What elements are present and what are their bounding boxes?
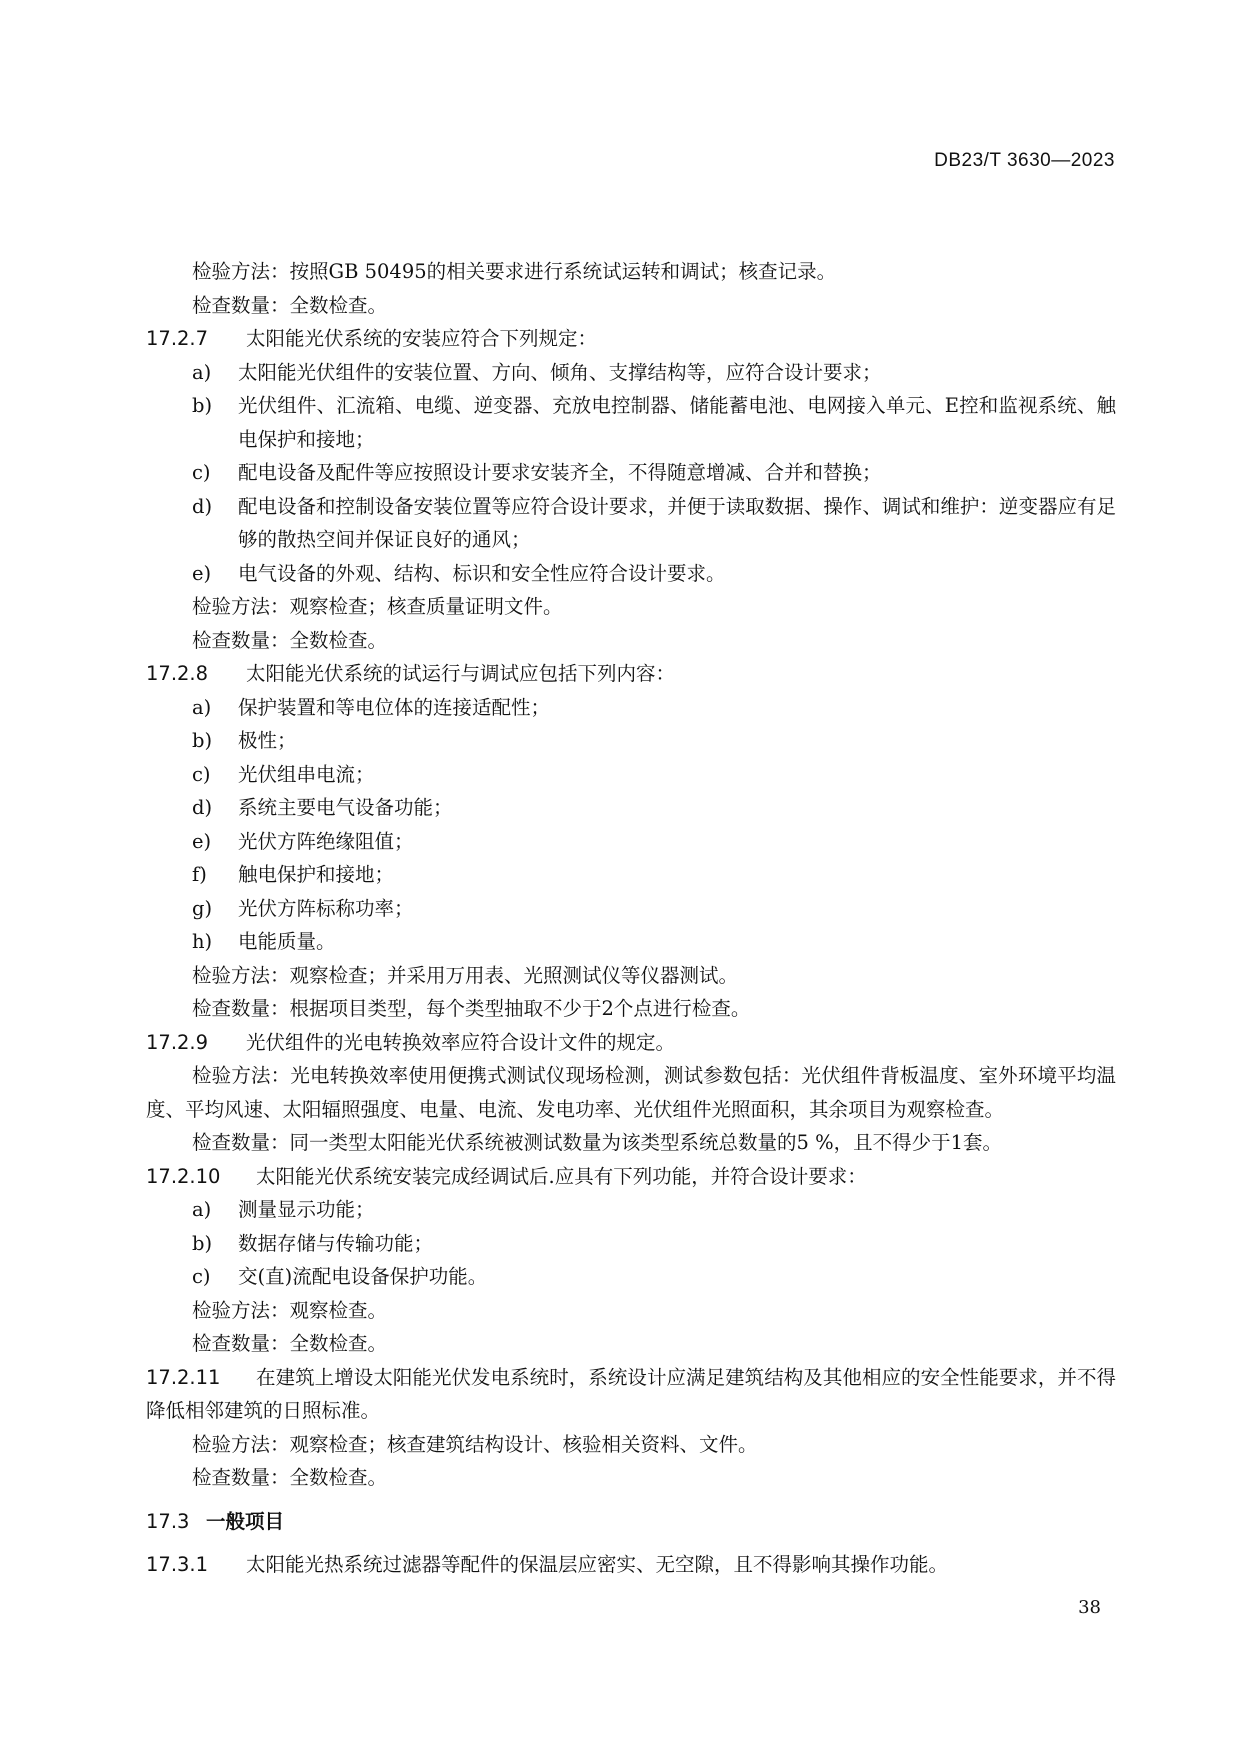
clause-17-2-7: [146, 322, 1116, 356]
inspection-quantity: 检查数量：根据项目类型，每个类型抽取不少于2个点进行检查。: [192, 997, 751, 1020]
list-item: [146, 858, 1116, 892]
list-item: [146, 825, 1116, 859]
list-marker: d): [192, 796, 213, 819]
list-text: 配电设备和控制设备安装位置等应符合设计要求，并便于读取数据、操作、调试和维护：逆变器应有足够的散热空间并保证良好的通风；: [238, 494, 1116, 551]
list-marker: d): [192, 494, 213, 518]
list-marker: e): [192, 561, 212, 585]
list-marker: c): [192, 461, 211, 484]
inspection-method: 检验方法：观察检查；核查质量证明文件。: [192, 595, 563, 618]
list-text: 太阳能光伏组件的安装位置、方向、倾角、支撑结构等，应符合设计要求；: [238, 360, 882, 384]
clause-number: 17.2.11: [146, 1365, 221, 1389]
list-item: [146, 791, 1116, 825]
section-title: 一般项目: [206, 1509, 285, 1533]
clause-17-2-10: [146, 1160, 1116, 1194]
inspection-quantity: 检查数量：全数检查。: [192, 1332, 388, 1355]
list-marker: a): [192, 695, 212, 719]
clause-text: 太阳能光伏系统安装完成经调试后.应具有下列功能，并符合设计要求：: [256, 1164, 867, 1188]
clause-text: 太阳能光伏系统的试运行与调试应包括下列内容：: [246, 662, 676, 685]
clause-text: 太阳能光热系统过滤器等配件的保温层应密实、无空隙，且不得影响其操作功能。: [246, 1553, 949, 1576]
section-number: 17.3: [146, 1509, 190, 1533]
list-item: [146, 1227, 1116, 1261]
page-number: 38: [1078, 1597, 1101, 1618]
inspection-method: 检验方法：观察检查；核查建筑结构设计、核验相关资料、文件。: [192, 1432, 758, 1456]
inspection-quantity: 检查数量：同一类型太阳能光伏系统被测试数量为该类型系统总数量的5 %，且不得少于1套。: [192, 1131, 1003, 1154]
list-text: 电能质量。: [238, 930, 336, 953]
list-marker: h): [192, 930, 213, 953]
list-item: [146, 925, 1116, 959]
list-item: [146, 490, 1116, 557]
list-marker: b): [192, 729, 213, 752]
list-marker: a): [192, 360, 212, 384]
list-item: [146, 389, 1116, 456]
list-marker: a): [192, 1198, 212, 1221]
clause-number: 17.2.8: [146, 662, 209, 685]
list-item: [146, 724, 1116, 758]
list-marker: g): [192, 896, 213, 920]
clause-text: 太阳能光伏系统的安装应符合下列规定：: [246, 327, 598, 350]
inspection-method: 检验方法：观察检查。: [192, 1298, 388, 1322]
clause-17-2-11: [146, 1361, 1116, 1428]
clause-text: 在建筑上增设太阳能光伏发电系统时，系统设计应满足建筑结构及其他相应的安全性能要求，并不得降低相邻建筑的日照标准。: [146, 1365, 1116, 1422]
clause-number: 17.2.7: [146, 327, 209, 350]
list-text: 数据存储与传输功能；: [238, 1231, 434, 1255]
standard-code: DB23/T 3630—2023: [934, 150, 1115, 171]
list-text: 系统主要电气设备功能；: [238, 796, 453, 819]
list-item: [146, 456, 1116, 490]
list-text: 光伏方阵标称功率；: [238, 896, 414, 920]
clause-text: 光伏组件的光电转换效率应符合设计文件的规定。: [246, 1030, 676, 1054]
list-text: 光伏组串电流；: [238, 762, 375, 786]
clause-number: 17.3.1: [146, 1553, 209, 1576]
list-text: 电气设备的外观、结构、标识和安全性应符合设计要求。: [238, 561, 726, 585]
list-item: [146, 1193, 1116, 1227]
section-heading: [146, 1505, 1116, 1539]
list-marker: b): [192, 1231, 213, 1255]
list-marker: c): [192, 762, 211, 786]
inspection-method: 检验方法：光电转换效率使用便携式测试仪现场检测，测试参数包括：光伏组件背板温度、室外环境平均温度、平均风速、太阳辐照强度、电量、电流、发电功率、光伏组件光照面积，其余项目为观察检查。: [146, 1064, 1116, 1121]
clause-number: 17.2.10: [146, 1164, 221, 1188]
clause-17-2-8: [146, 657, 1116, 691]
list-item: [146, 557, 1116, 591]
list-text: 配电设备及配件等应按照设计要求安装齐全，不得随意增减、合并和替换；: [238, 461, 882, 484]
document-body: [146, 255, 1116, 1582]
list-marker: e): [192, 829, 212, 853]
list-text: 交(直)流配电设备保护功能。: [238, 1265, 488, 1288]
inspection-quantity: 检查数量：全数检查。: [192, 293, 388, 317]
list-marker: b): [192, 394, 213, 417]
inspection-quantity: 检查数量：全数检查。: [192, 1466, 388, 1489]
clause-17-2-9: [146, 1026, 1116, 1060]
inspection-method: 检验方法：按照GB 50495的相关要求进行系统试运转和调试；核查记录。: [192, 260, 837, 283]
list-text: 光伏组件、汇流箱、电缆、逆变器、充放电控制器、储能蓄电池、电网接入单元、E控和监视系统、触电保护和接地；: [238, 394, 1116, 451]
list-marker: f): [192, 863, 207, 886]
inspection-method: 检验方法：观察检查；并采用万用表、光照测试仪等仪器测试。: [192, 963, 739, 987]
list-item: [146, 758, 1116, 792]
list-item: [146, 356, 1116, 390]
list-text: 触电保护和接地；: [238, 863, 395, 886]
list-text: 极性；: [238, 729, 297, 752]
clause-number: 17.2.9: [146, 1030, 209, 1054]
list-text: 保护装置和等电位体的连接适配性；: [238, 695, 551, 719]
clause-17-3-1: [146, 1548, 1116, 1582]
list-marker: c): [192, 1265, 211, 1288]
list-text: 测量显示功能；: [238, 1198, 375, 1221]
list-text: 光伏方阵绝缘阻值；: [238, 829, 414, 853]
inspection-quantity: 检查数量：全数检查。: [192, 628, 388, 652]
list-item: [146, 892, 1116, 926]
list-item: [146, 691, 1116, 725]
list-item: [146, 1260, 1116, 1294]
